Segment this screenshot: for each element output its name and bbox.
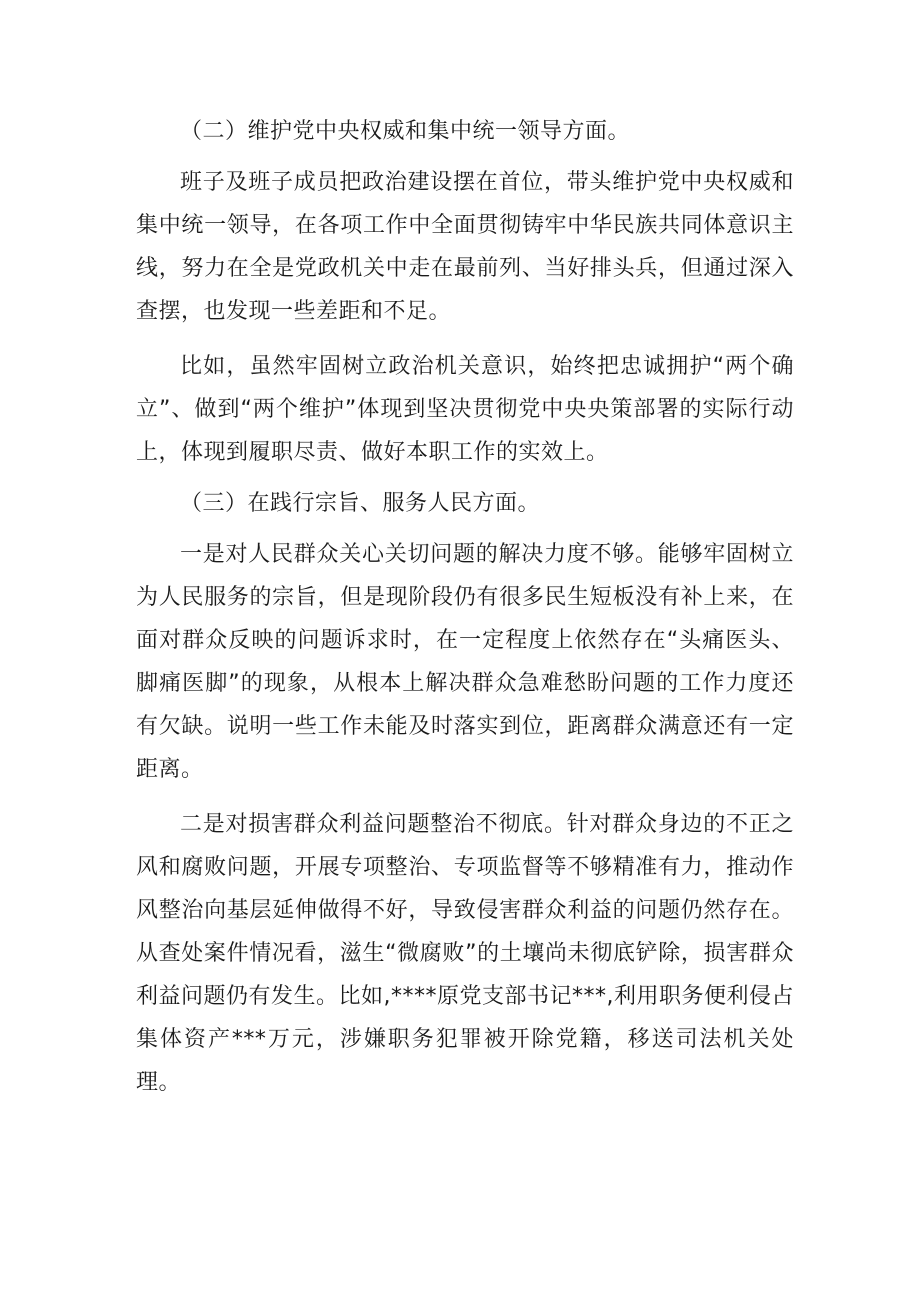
section-3-paragraph-2: 二是对损害群众利益问题整治不彻底。针对群众身边的不正之风和腐败问题，开展专项整治、专项监督等不够精准有力，推动作风整治向基层延伸做得不好，导致侵害群众利益的问题仍然存在。从查处案件情况看，滋生“微腐败”的土壤尚未彻底铲除，损害群众利益问题仍有发生。比如,****原党支部书记***,利用职务便利侵占集体资产***万元，涉嫌职务犯罪被开除党籍，移送司法机关处理。	[136, 812, 794, 1095]
section-heading-2: （二）维护党中央权威和集中统一领导方面。	[180, 119, 631, 144]
section-2-paragraph-2: 比如，虽然牢固树立政治机关意识，始终把忠诚拥护“两个确立”、做到“两个维护”体现到坚决贯彻党中央央策部署的实际行动上，体现到履职尽责、做好本职工作的实效上。	[136, 354, 794, 465]
section-heading-3: （三）在践行宗旨、服务人民方面。	[180, 491, 541, 516]
section-2-paragraph-1: 班子及班子成员把政治建设摆在首位，带头维护党中央权威和集中统一领导，在各项工作中全面贯彻铸牢中华民族共同体意识主线，努力在全是党政机关中走在最前列、当好排头兵，但通过深入查摆，也发现一些差距和不足。	[136, 170, 794, 324]
section-3-paragraph-1: 一是对人民群众关心关切问题的解决力度不够。能够牢固树立为人民服务的宗旨，但是现阶段仍有很多民生短板没有补上来，在面对群众反映的问题诉求时，在一定程度上依然存在“头痛医头、脚痛医脚”的现象，从根本上解决群众急难愁盼问题的工作力度还有欠缺。说明一些工作未能及时落实到位，距离群众满意还有一定距离。	[136, 542, 794, 782]
document-body	[136, 110, 794, 1104]
